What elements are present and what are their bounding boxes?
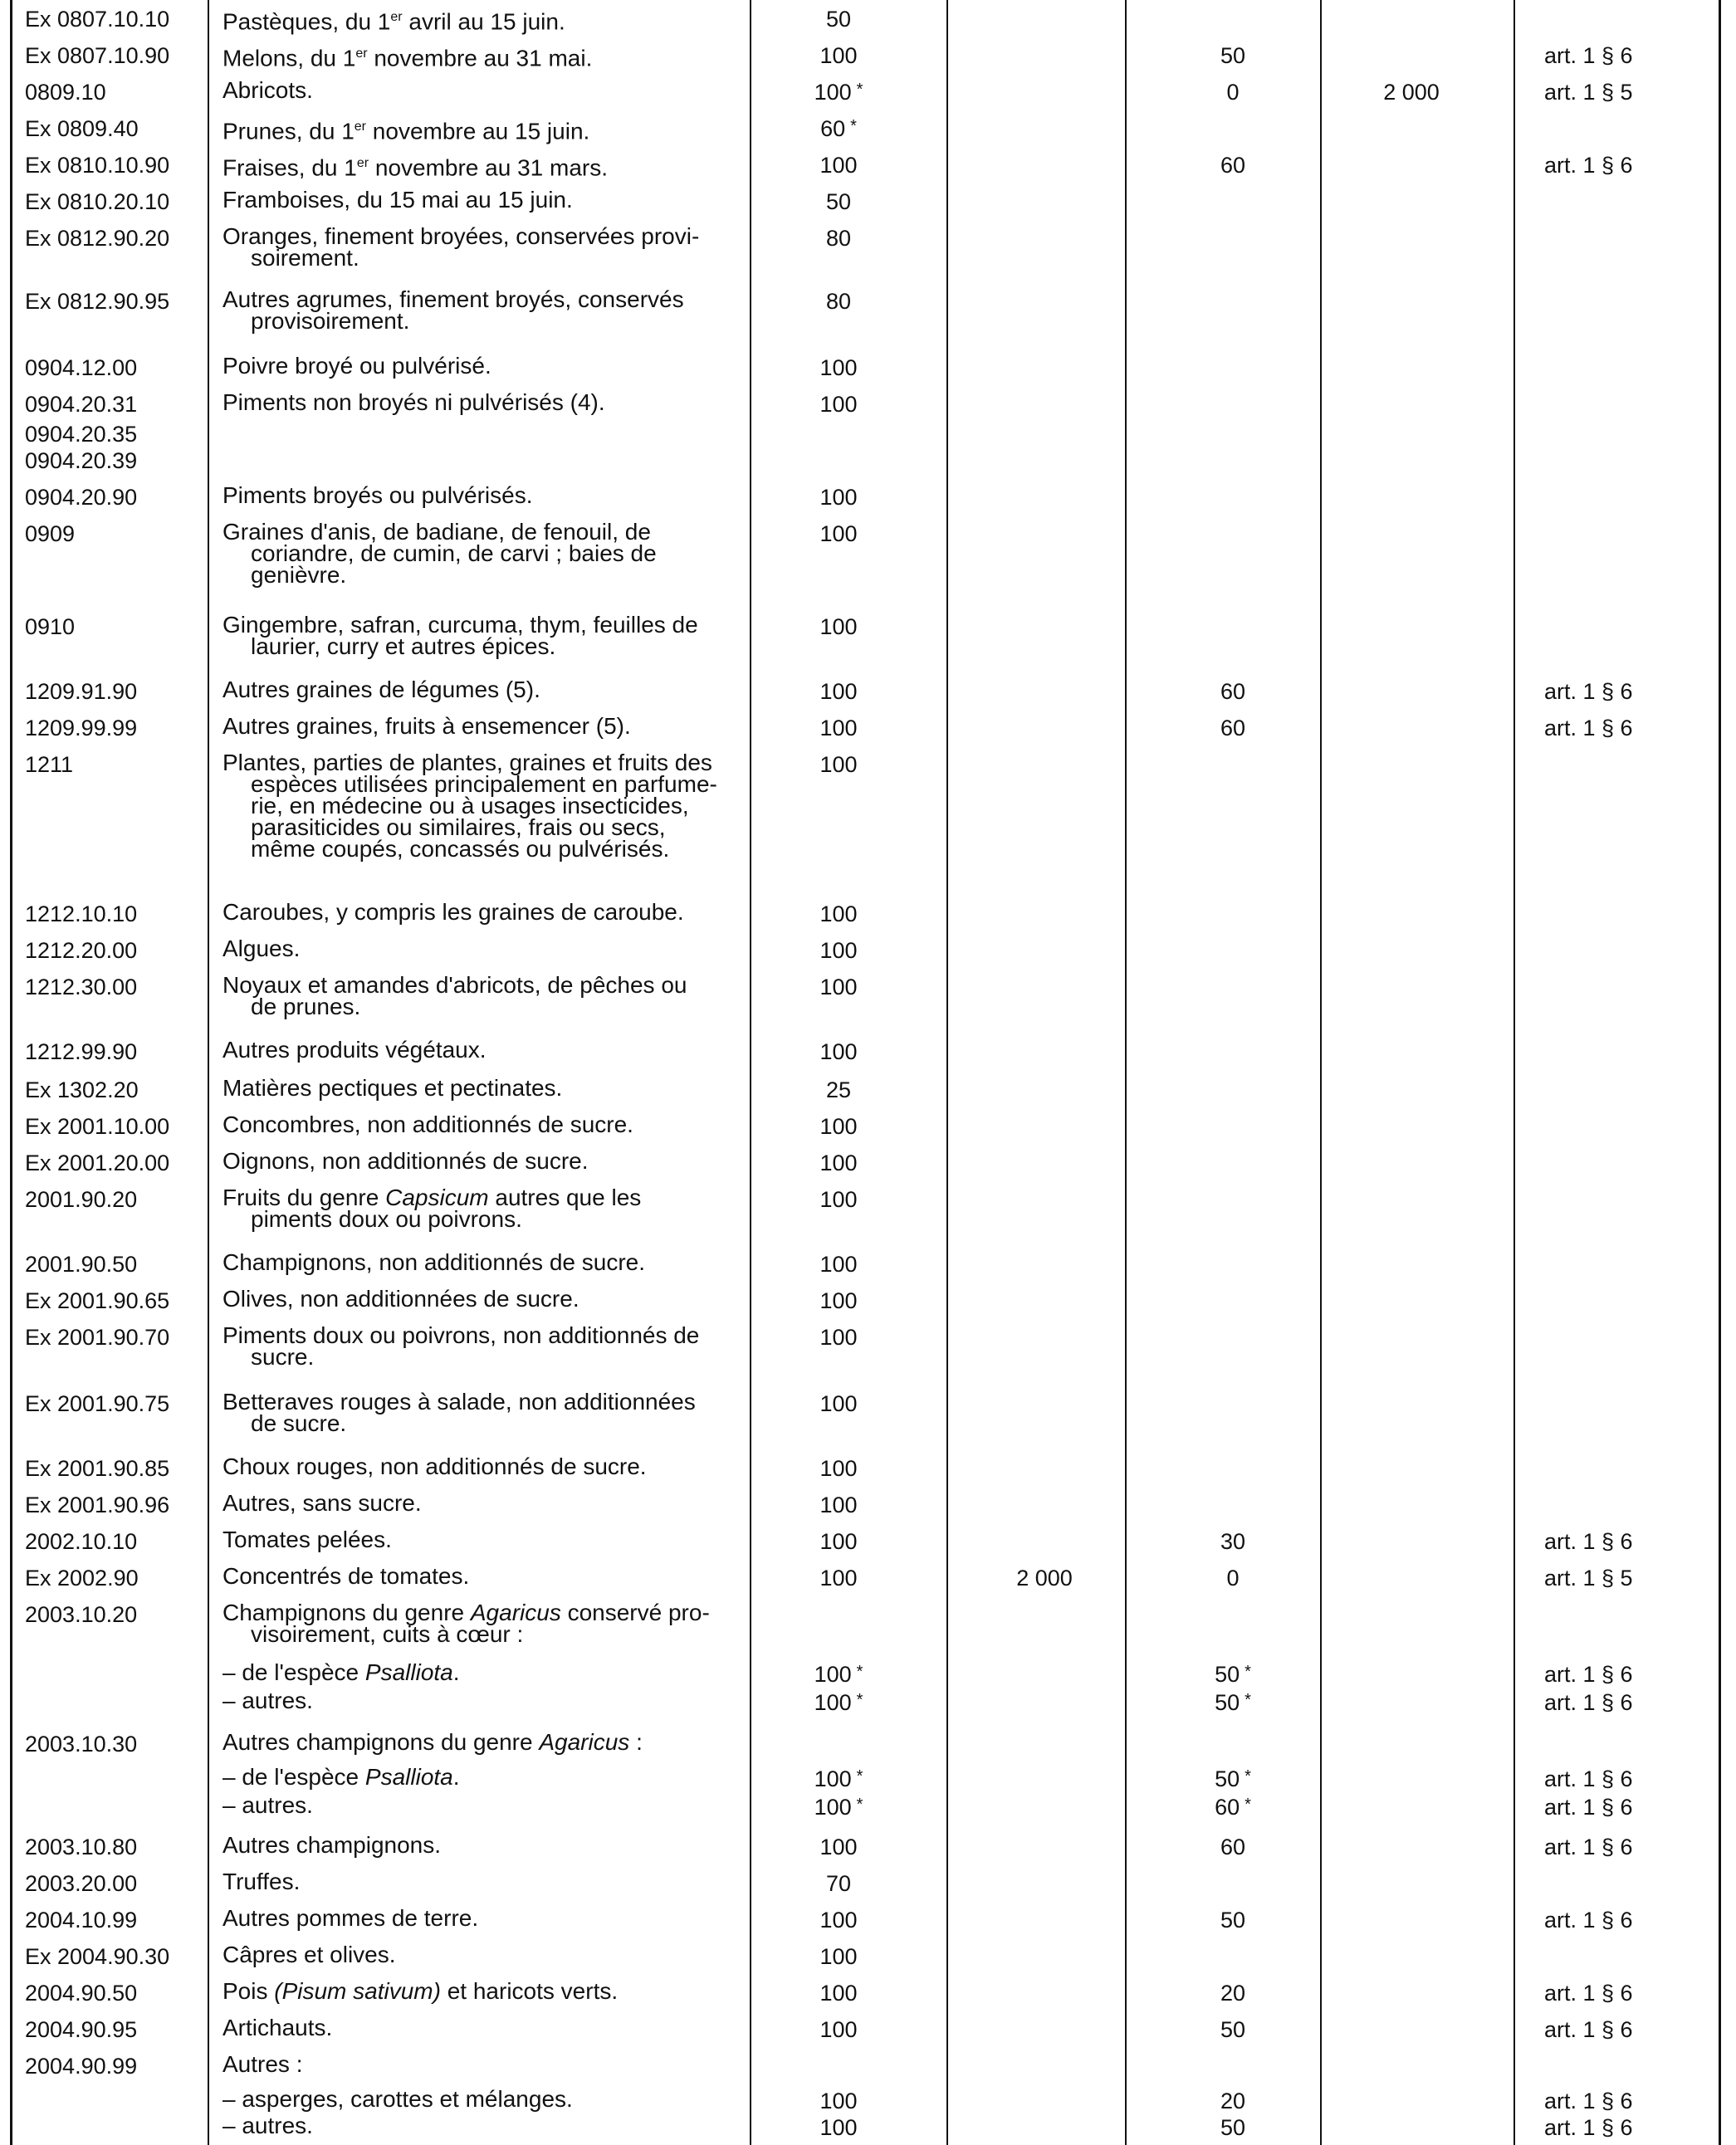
tariff-code: Ex 2001.20.00 [25,1151,170,1175]
legal-reference: art. 1 § 6 [1544,1690,1633,1715]
tariff-code: 2003.10.80 [25,1835,138,1859]
product-description [223,1529,729,1551]
rate-percent: 100 [819,1039,858,1064]
description-line: Prunes, du 1er novembre au 15 juin. [223,118,590,144]
tariff-code: 0904.12.00 [25,355,138,380]
rate-percent: 100 [819,1187,858,1212]
reduced-rate-percent: 60 [1220,716,1246,740]
legal-reference: art. 1 § 5 [1544,80,1633,105]
product-description [223,1288,729,1310]
description-line: Graines d'anis, de badiane, de fenouil, de [223,519,651,545]
reduced-rate-percent: 50 * [1215,1766,1251,1791]
description-line: Plantes, parties de plantes, graines et fruits des [223,750,712,775]
rate-percent: 100 [819,1151,858,1175]
product-description [223,1114,729,1136]
rate-percent: 100 [819,1325,858,1350]
reduced-rate-percent: 50 [1220,1908,1246,1932]
product-description [223,1905,729,1931]
product-description [223,938,729,960]
description-line: Gingembre, safran, curcuma, thym, feuilles de [223,612,698,638]
product-description [223,901,729,923]
reduced-rate-percent: 60 * [1215,1795,1251,1820]
description-line: Abricots. [223,77,313,103]
description-line: Autres, sans sucre. [223,1490,422,1516]
product-description [223,389,729,415]
description-line: Câpres et olives. [223,1942,396,1967]
description-line: Autres graines de légumes (5). [223,677,540,702]
tariff-code: 1212.10.10 [25,901,138,926]
product-description [223,153,729,181]
description-line: coriandre, de cumin, de carvi ; baies de [251,540,657,566]
tariff-code: 2004.90.95 [25,2017,138,2042]
product-description [223,1148,729,1174]
legal-reference: art. 1 § 6 [1544,43,1633,68]
rate-percent: 100 [819,2017,858,2042]
description-line: même coupés, concassés ou pulvérisés. [251,836,670,862]
description-line: Framboises, du 15 mai au 15 juin. [223,187,573,213]
rate-percent: 100 [819,521,858,546]
rate-percent: 100 [819,392,858,417]
tariff-code: Ex 1302.20 [25,1077,139,1102]
product-description [223,1690,729,1712]
product-description [223,1766,729,1788]
description-line: Autres champignons du genre Agaricus : [223,1729,643,1755]
legal-reference: art. 1 § 6 [1544,1981,1633,2006]
reduced-rate-percent: 50 [1220,2115,1246,2140]
description-line: Concentrés de tomates. [223,1563,470,1589]
legal-reference: art. 1 § 6 [1544,679,1633,704]
product-description [223,521,729,586]
tariff-code: 2002.10.10 [25,1529,138,1554]
product-description [223,1944,729,1966]
description-line: Autres agrumes, finement broyés, conservés [223,286,684,312]
legal-reference: art. 1 § 5 [1544,1566,1633,1590]
rate-percent: 100 [819,975,858,999]
column-rule-quantity [1125,0,1127,2145]
tariff-code: 1212.99.90 [25,1039,138,1064]
legal-reference: art. 1 § 6 [1544,1795,1633,1820]
tariff-code: 2004.90.99 [25,2054,138,2079]
rate-percent: 100 [819,1529,858,1554]
product-description [223,2017,729,2039]
reduced-rate-percent: 20 [1220,2089,1246,2113]
rate-percent: 80 [825,226,852,251]
rate-percent: 50 [825,189,852,214]
product-description [223,1729,729,1755]
product-description [223,1391,729,1434]
description-line: Olives, non additionnées de sucre. [223,1286,579,1312]
legal-reference: art. 1 § 6 [1544,2017,1633,2042]
tariff-code: Ex 0810.20.10 [25,189,170,214]
rate-percent: 25 [825,1077,852,1102]
rate-percent: 50 [825,7,852,32]
product-description [223,2051,729,2077]
reduced-rate-percent: 60 [1220,153,1246,178]
tariff-code: 0904.20.35 [25,422,138,447]
description-line: Matières pectiques et pectinates. [223,1075,563,1101]
legal-reference: art. 1 § 6 [1544,1529,1633,1554]
legal-reference: art. 1 § 6 [1544,1835,1633,1859]
product-description [223,1187,729,1230]
product-description [223,355,729,377]
product-description [223,1832,729,1858]
description-line: Autres : [223,2051,303,2077]
tariff-code: 2004.90.50 [25,1981,138,2006]
tariff-code: 1211 [25,752,74,777]
product-description [223,1871,729,1893]
tariff-code: 0910 [25,614,76,639]
description-line: Caroubes, y compris les graines de caroube. [223,899,684,925]
description-line: Betteraves rouges à salade, non additionnées [223,1389,696,1415]
description-line: Autres pommes de terre. [223,1905,479,1931]
rate-percent: 100 [819,153,858,178]
rate-percent: 80 [825,289,852,314]
tariff-code: 1212.20.00 [25,938,138,963]
rate-percent: 100 * [814,80,863,105]
tariff-code: 1209.91.90 [25,679,138,704]
tariff-code: 1212.30.00 [25,975,138,999]
product-description [223,614,729,657]
description-line: Pastèques, du 1er avril au 15 juin. [223,8,565,35]
product-description [223,972,729,1019]
description-line: genièvre. [251,562,347,588]
rate-percent: 100 [819,716,858,740]
description-line: Algues. [223,936,301,961]
rate-percent: 100 [819,1908,858,1932]
tariff-code: 0809.10 [25,80,106,105]
rate-percent: 100 [819,1288,858,1313]
tariff-code: Ex 2001.90.96 [25,1493,170,1517]
rate-percent: 100 [819,355,858,380]
column-rule-right-border [1719,0,1721,2145]
rate-percent: 100 [819,1835,858,1859]
product-description [223,713,729,739]
rate-percent: 100 * [814,1662,863,1687]
description-line: visoirement, cuits à cœur : [251,1621,524,1647]
tariff-code: 2001.90.50 [25,1252,138,1277]
tariff-code: Ex 2002.90 [25,1566,139,1590]
product-description [223,1322,729,1370]
description-line: Noyaux et amandes d'abricots, de pêches ou [223,972,687,998]
column-rule-description [750,0,751,2145]
column-rule-ceiling [1513,0,1515,2145]
tariff-code: Ex 0807.10.10 [25,7,170,32]
product-description [223,1792,729,1818]
description-line: – autres. [223,2113,313,2138]
description-line: Champignons, non additionnés de sucre. [223,1249,646,1275]
tariff-code: 2003.10.20 [25,1602,138,1627]
description-line: Pois (Pisum sativum) et haricots verts. [223,1978,619,2004]
description-line: Fraises, du 1er novembre au 31 mars. [223,154,609,181]
product-description [223,1456,729,1478]
tariff-code: Ex 0810.10.90 [25,153,170,178]
rate-percent: 100 [819,1252,858,1277]
product-description [223,43,729,69]
rate-percent: 100 [819,1981,858,2006]
legal-reference: art. 1 § 6 [1544,1662,1633,1687]
description-line: Tomates pelées. [223,1527,392,1552]
description-line: Fruits du genre Capsicum autres que les [223,1185,642,1210]
rate-percent: 100 [819,485,858,510]
rate-percent: 100 [819,1456,858,1481]
tariff-code: 2003.20.00 [25,1871,138,1896]
quantity-value: 2 000 [1016,1566,1073,1590]
rate-percent: 100 [819,752,858,777]
description-line: espèces utilisées principalement en parfume- [251,771,717,797]
product-description [223,116,729,142]
product-description [223,1659,729,1685]
description-line: Concombres, non additionnés de sucre. [223,1112,633,1137]
reduced-rate-percent: 50 [1220,2017,1246,2042]
description-line: Piments broyés ou pulvérisés. [223,482,533,508]
product-description [223,189,729,211]
rate-percent: 100 * [814,1795,863,1820]
legal-reference: art. 1 § 6 [1544,1766,1633,1791]
description-line: Piments doux ou poivrons, non additionnés de [223,1322,700,1348]
product-description [223,1602,729,1645]
description-line: Autres champignons. [223,1832,442,1858]
rate-percent: 100 [819,938,858,963]
reduced-rate-percent: 60 [1220,679,1246,704]
product-description [223,286,729,334]
description-line: Truffes. [223,1869,301,1894]
description-line: – asperges, carottes et mélanges. [223,2086,573,2112]
legal-reference: art. 1 § 6 [1544,153,1633,178]
product-description [223,2086,729,2112]
tariff-code: Ex 2001.10.00 [25,1114,170,1139]
description-line: – autres. [223,1792,313,1818]
product-description [223,679,729,701]
description-line: – de l'espèce Psalliota. [223,1659,460,1685]
reduced-rate-percent: 0 [1226,80,1240,105]
description-line: Oignons, non additionnés de sucre. [223,1148,589,1174]
rate-percent: 100 [819,679,858,704]
tariff-code: 0904.20.39 [25,448,138,473]
product-description [223,2115,729,2137]
description-line: parasiticides ou similaires, frais ou secs, [251,814,666,840]
description-line: rie, en médecine ou à usages insecticides, [251,793,689,818]
rate-percent: 100 [819,1391,858,1416]
description-line: Champignons du genre Agaricus conservé pro- [223,1600,710,1625]
rate-percent: 100 [819,1493,858,1517]
tariff-code: 0909 [25,521,76,546]
tariff-code: Ex 2001.90.70 [25,1325,170,1350]
product-description [223,482,729,508]
rate-percent: 100 [819,1566,858,1590]
tariff-code: Ex 0812.90.20 [25,226,170,251]
description-line: Autres graines, fruits à ensemencer (5). [223,713,631,739]
description-line: Melons, du 1er novembre au 31 mai. [223,45,593,71]
product-description [223,1490,729,1516]
tariff-code: Ex 0807.10.90 [25,43,170,68]
description-line: Oranges, finement broyées, conservées provi- [223,223,700,249]
tariff-code: Ex 2004.90.30 [25,1944,170,1969]
column-rule-reduced-rate [1320,0,1322,2145]
description-line: provisoirement. [251,308,410,334]
product-description [223,1077,729,1099]
product-description [223,1563,729,1589]
description-line: piments doux ou poivrons. [251,1206,522,1232]
tariff-code: 1209.99.99 [25,716,138,740]
tariff-code: Ex 2001.90.85 [25,1456,170,1481]
description-line: de sucre. [251,1410,347,1436]
tariff-code: Ex 0812.90.95 [25,289,170,314]
reduced-rate-percent: 30 [1220,1529,1246,1554]
description-line: Choux rouges, non additionnés de sucre. [223,1454,647,1479]
tariff-code: 0904.20.31 [25,392,138,417]
reduced-rate-percent: 50 * [1215,1690,1251,1715]
product-description [223,1978,729,2004]
product-description [223,7,729,35]
rate-percent: 100 [819,1944,858,1969]
product-description [223,1039,729,1061]
reduced-rate-percent: 50 [1220,43,1246,68]
column-rule-left-border [10,0,12,2145]
rate-percent: 100 [819,2089,858,2113]
rate-percent: 100 [819,901,858,926]
rate-percent: 100 [819,43,858,68]
description-line: sucre. [251,1344,315,1370]
rate-percent: 70 [825,1871,852,1896]
description-line: laurier, curry et autres épices. [251,633,556,659]
reduced-rate-percent: 20 [1220,1981,1246,2006]
tariff-code: 0904.20.90 [25,485,138,510]
legal-reference: art. 1 § 6 [1544,1908,1633,1932]
tariff-code: Ex 0809.40 [25,116,139,141]
reduced-rate-percent: 50 * [1215,1662,1251,1687]
rate-percent: 100 [819,2115,858,2140]
product-description [223,77,729,103]
description-line: – de l'espèce Psalliota. [223,1764,460,1790]
legal-reference: art. 1 § 6 [1544,716,1633,740]
product-description [223,223,729,271]
legal-reference: art. 1 § 6 [1544,2089,1633,2113]
tariff-code: 2001.90.20 [25,1187,138,1212]
product-description [223,752,729,860]
reduced-rate-percent: 60 [1220,1835,1246,1859]
rate-percent: 100 * [814,1766,863,1791]
tariff-code: 2003.10.30 [25,1732,138,1757]
description-line: Autres produits végétaux. [223,1037,487,1063]
rate-percent: 100 [819,1114,858,1139]
product-description [223,1249,729,1275]
reduced-rate-percent: 0 [1226,1566,1240,1590]
description-line: – autres. [223,1688,313,1713]
description-line: de prunes. [251,994,361,1019]
legal-reference: art. 1 § 6 [1544,2115,1633,2140]
tariff-code: Ex 2001.90.75 [25,1391,170,1416]
rate-percent: 100 * [814,1690,863,1715]
description-line: Artichauts. [223,2015,333,2040]
rate-percent: 100 [819,614,858,639]
description-line: Poivre broyé ou pulvérisé. [223,353,491,379]
tariff-code: 2004.10.99 [25,1908,138,1932]
column-rule-code [208,0,209,2145]
description-line: Piments non broyés ni pulvérisés (4). [223,389,605,415]
tariff-code: Ex 2001.90.65 [25,1288,170,1313]
description-line: soirement. [251,245,359,271]
rate-percent: 60 * [820,116,857,141]
ceiling-value: 2 000 [1383,80,1440,105]
column-rule-rate [946,0,948,2145]
